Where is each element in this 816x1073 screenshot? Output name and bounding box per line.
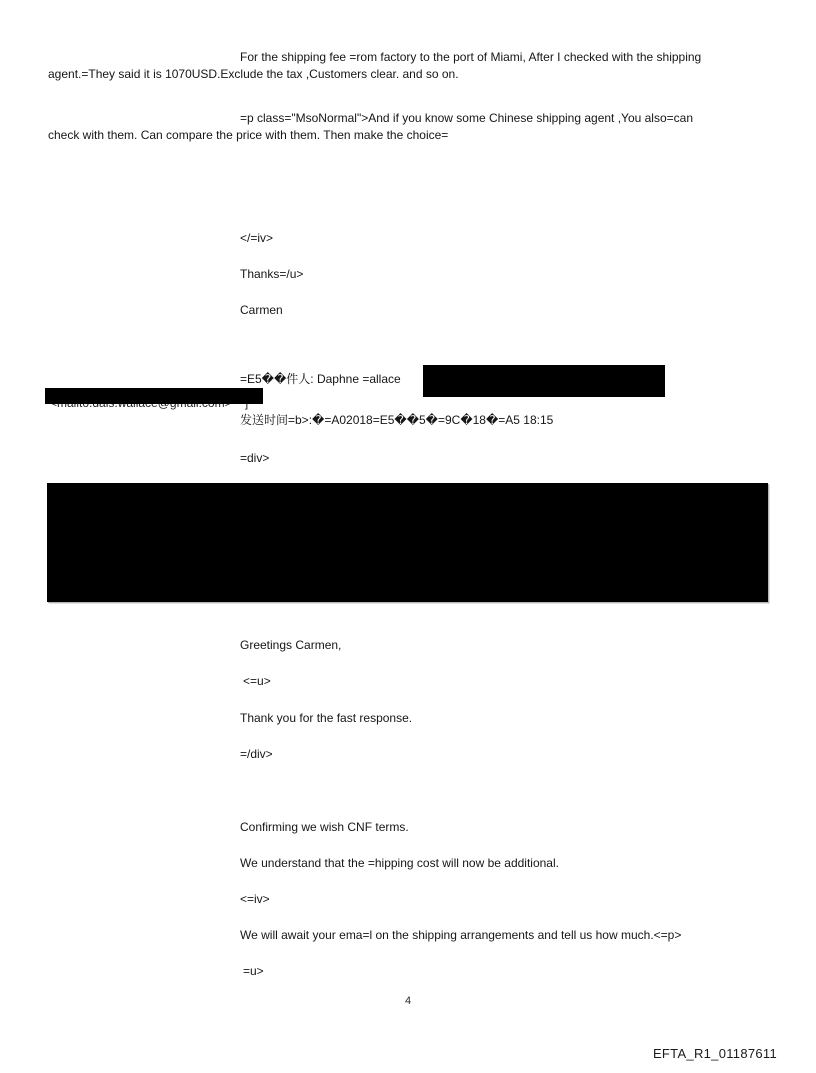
reply-thank-you: Thank you for the fast response.: [240, 711, 413, 725]
page-number: 4: [404, 995, 412, 1007]
carmen-div-close-tag: </=iv>: [240, 231, 274, 245]
quoted-from-line: =E5��件人: Daphne =allace: [240, 372, 401, 386]
carmen-para2-line2: check with them. Can compare the price with them. Then make the choice=: [48, 128, 449, 142]
carmen-para1-line1: For the shipping fee =rom factory to the port of Miami, After I checked with the shipping: [240, 50, 702, 64]
carmen-thanks: Thanks=/u>: [240, 267, 304, 281]
carmen-signature: Carmen: [240, 303, 283, 317]
reply-confirm-terms: Confirming we wish CNF terms.: [240, 820, 409, 834]
reply-u-open-tag: <=u>: [243, 674, 271, 688]
carmen-para2-line1: =p class="MsoNormal">And if you know some Chinese shipping agent ,You also=can: [240, 111, 694, 125]
reply-div-close-tag: =/div>: [240, 747, 273, 761]
reply-u-tag: =u>: [243, 964, 264, 978]
redaction-box-recipient: [423, 365, 665, 397]
redaction-bar-email: [45, 388, 263, 404]
reply-await-email: We will await your ema=l on the shipping arrangements and tell us how much.<=p>: [240, 928, 682, 942]
reply-greeting: Greetings Carmen,: [240, 638, 342, 652]
reply-shipping-cost: We understand that the =hipping cost will now be additional.: [240, 856, 559, 870]
quoted-div-open-tag: =div>: [240, 451, 270, 465]
quoted-sent-line: 发送时间=b>:�=A02018=E5��5�=9C�18�=A5 18:15: [240, 413, 554, 427]
bates-number: EFTA_R1_01187611: [652, 1046, 777, 1061]
reply-iv-tag: <=iv>: [240, 892, 270, 906]
carmen-para1-line2: agent.=They said it is 1070USD.Exclude the tax ,Customers clear. and so on.: [48, 67, 459, 81]
redaction-box-large: [47, 483, 768, 602]
